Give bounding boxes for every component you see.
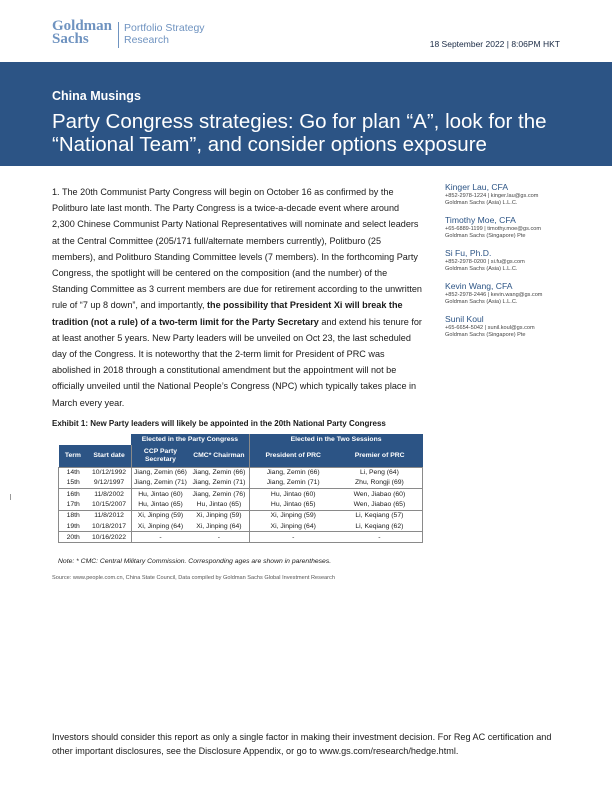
disclaimer-footer: Investors should consider this report as only a single factor in making their investment decision. For Reg AC certification and other important disclosures, see the Disclosure Appendix, or go to www.gs.com/research/hedge.html. (52, 732, 552, 756)
table-cell: 11/8/2012 (87, 510, 131, 521)
author-name: Si Fu, Ph.D. (445, 247, 492, 258)
group-header-blank (59, 434, 132, 445)
publish-date: 18 September 2022 | 8:06PM HKT (429, 39, 560, 49)
table-row (59, 478, 423, 489)
table-cell: 15th (59, 478, 88, 489)
table-cell: 19th (59, 521, 88, 532)
author-org: Goldman Sachs (Asia) L.L.C. (445, 199, 518, 206)
margin-mark (10, 494, 11, 500)
group-header-two-sessions: Elected in the Two Sessions (249, 434, 422, 445)
table-cell: Xi, Jinping (59) (189, 510, 249, 521)
table-cell: Hu, Jintao (65) (189, 499, 249, 510)
table-cell: Xi, Jinping (59) (131, 510, 189, 521)
body-paragraph (52, 184, 424, 411)
author-name: Kevin Wang, CFA (445, 280, 513, 291)
body-text-highlight: the possibility that President Xi will break the tradition (not a rule) of a two-term limit for the Party Secretary (52, 300, 403, 327)
column-header: President of PRC (249, 445, 337, 467)
author-contact[interactable]: +852-2978-0200 | si.fu@gs.com (445, 258, 525, 265)
table-cell: 14th (59, 467, 88, 478)
table-cell: Hu, Jintao (65) (270, 501, 316, 509)
table-cell: Hu, Jintao (65) (138, 501, 183, 509)
table-cell: Li, Keqiang (62) (337, 521, 423, 532)
division-label: Portfolio Strategy Research (124, 22, 205, 46)
group-header-party-congress: Elected in the Party Congress (131, 434, 249, 445)
table-cell: - (131, 532, 189, 543)
table-cell: 11/8/2002 (87, 489, 131, 500)
table-cell: - (189, 532, 249, 543)
author-card (445, 182, 585, 207)
table-cell: Zhu, Rongji (69) (337, 478, 423, 489)
author-org: Goldman Sachs (Asia) L.L.C. (445, 298, 518, 305)
exhibit-table (58, 434, 423, 543)
table-cell: 18th (59, 510, 88, 521)
author-name: Timothy Moe, CFA (445, 214, 516, 225)
author-list (445, 182, 585, 347)
table-row (59, 489, 423, 500)
table-cell: - (249, 532, 337, 543)
author-contact[interactable]: +852-2978-2446 | kevin.wang@gs.com (445, 291, 543, 298)
author-name: Sunil Koul (445, 313, 484, 324)
table-cell: - (337, 532, 423, 543)
goldman-sachs-logo: Goldman Sachs (52, 18, 113, 47)
table-cell: Xi, Jinping (59) (249, 510, 337, 521)
table-row (59, 532, 423, 543)
author-org: Goldman Sachs (Singapore) Pte (445, 331, 526, 338)
table-cell: Xi, Jinping (64) (189, 521, 249, 532)
report-title: Party Congress strategies: Go for plan “A”, look for the “National Team”, and consider options exposure (52, 110, 547, 156)
table-cell: 10/16/2022 (87, 532, 131, 543)
table-row (59, 467, 423, 478)
author-contact[interactable]: +65-6654-5042 | sunil.koul@gs.com (445, 324, 535, 331)
series-label: China Musings (52, 89, 141, 103)
table-cell: Wen, Jiabao (65) (337, 499, 423, 510)
author-card (445, 215, 585, 240)
exhibit-note: Note: * CMC: Central Military Commission. Corresponding ages are shown in parentheses. (58, 558, 332, 565)
table-cell: Jiang, Zemin (66) (249, 467, 337, 478)
author-contact[interactable]: +65-6889-1199 | timothy.moe@gs.com (445, 225, 542, 232)
table-row (59, 499, 423, 510)
table-cell: Wen, Jiabao (60) (337, 489, 423, 500)
table-cell: 20th (59, 532, 88, 543)
table-cell: 10/18/2017 (87, 521, 131, 532)
table-cell: Jiang, Zemin (66) (131, 467, 189, 478)
exhibit-source: Source: www.people.com.cn, China State Council, Data compiled by Goldman Sachs Global Investment Research (52, 575, 335, 581)
author-card (445, 281, 585, 306)
table-row (59, 510, 423, 521)
table-cell: Jiang, Zemin (76) (189, 489, 249, 500)
column-header: CMC* Chairman (189, 445, 249, 467)
author-name: Kinger Lau, CFA (445, 182, 509, 192)
table-cell: Xi, Jinping (64) (137, 522, 184, 530)
body-text-part-1: 1. The 20th Communist Party Congress will begin on October 16 as confirmed by the Politburo late last month. The Party Congress is a twice-a-decade event where around 2,300 Chinese Communist Party National Representatives will nominate and select leaders at the Central Committee (205/171 full/alternate members currently), Politburo (25 members), and Politburo Standing Committee levels (7 members). In the forthcoming Party Congress, the spotlight will be centered on the composition (and the number) of the Standing Committee as 3 current members are due for retirement according to the unwritten rule of “7 up 8 down”, and importantly, (52, 187, 422, 311)
table-cell: 17th (59, 499, 88, 510)
column-header: Term (59, 445, 88, 467)
table-cell: 10/12/1992 (87, 467, 131, 478)
table-cell: Hu, Jintao (60) (131, 489, 189, 500)
author-org: Goldman Sachs (Singapore) Pte (445, 232, 526, 239)
author-card (445, 248, 585, 273)
page-header (0, 0, 612, 62)
column-header: Premier of PRC (337, 445, 423, 467)
table-cell: Li, Peng (64) (337, 467, 423, 478)
table-row (59, 521, 423, 532)
author-card (445, 314, 585, 339)
logo-divider (118, 22, 119, 48)
table-cell: Jiang, Zemin (66) (189, 467, 249, 478)
column-header: CCP Party Secretary (131, 445, 189, 467)
column-header: Start date (87, 445, 131, 467)
table-cell: Jiang, Zemin (71) (266, 479, 320, 487)
table-cell: Jiang, Zemin (71) (134, 479, 187, 487)
author-contact[interactable]: +852-2978-1224 | kinger.lau@gs.com (445, 193, 539, 199)
table-cell: Jiang, Zemin (71) (189, 478, 249, 489)
table-cell: Hu, Jintao (60) (249, 489, 337, 500)
table-cell: 16th (59, 489, 88, 500)
body-text-part-2: and extend his tenure for at least another 5 years. New Party leaders will be unveiled on Oct 23, the last scheduled day of the Congress. It is noteworthy that the 2-term limit for President of PRC was abolished in 2018 through a constitutional amendment but the appointment will not be officially unveiled until the National People’s Congress (NPC) which typically takes place in March every year. (52, 316, 422, 408)
table-cell: Xi, Jinping (64) (270, 522, 316, 530)
table-cell: Li, Keqiang (57) (337, 510, 423, 521)
table-cell: 9/12/1997 (87, 478, 131, 489)
table-cell: 10/15/2007 (87, 499, 131, 510)
author-org: Goldman Sachs (Asia) L.L.C. (445, 265, 518, 272)
exhibit-title: Exhibit 1: New Party leaders will likely be appointed in the 20th National Party Congress (52, 419, 386, 428)
